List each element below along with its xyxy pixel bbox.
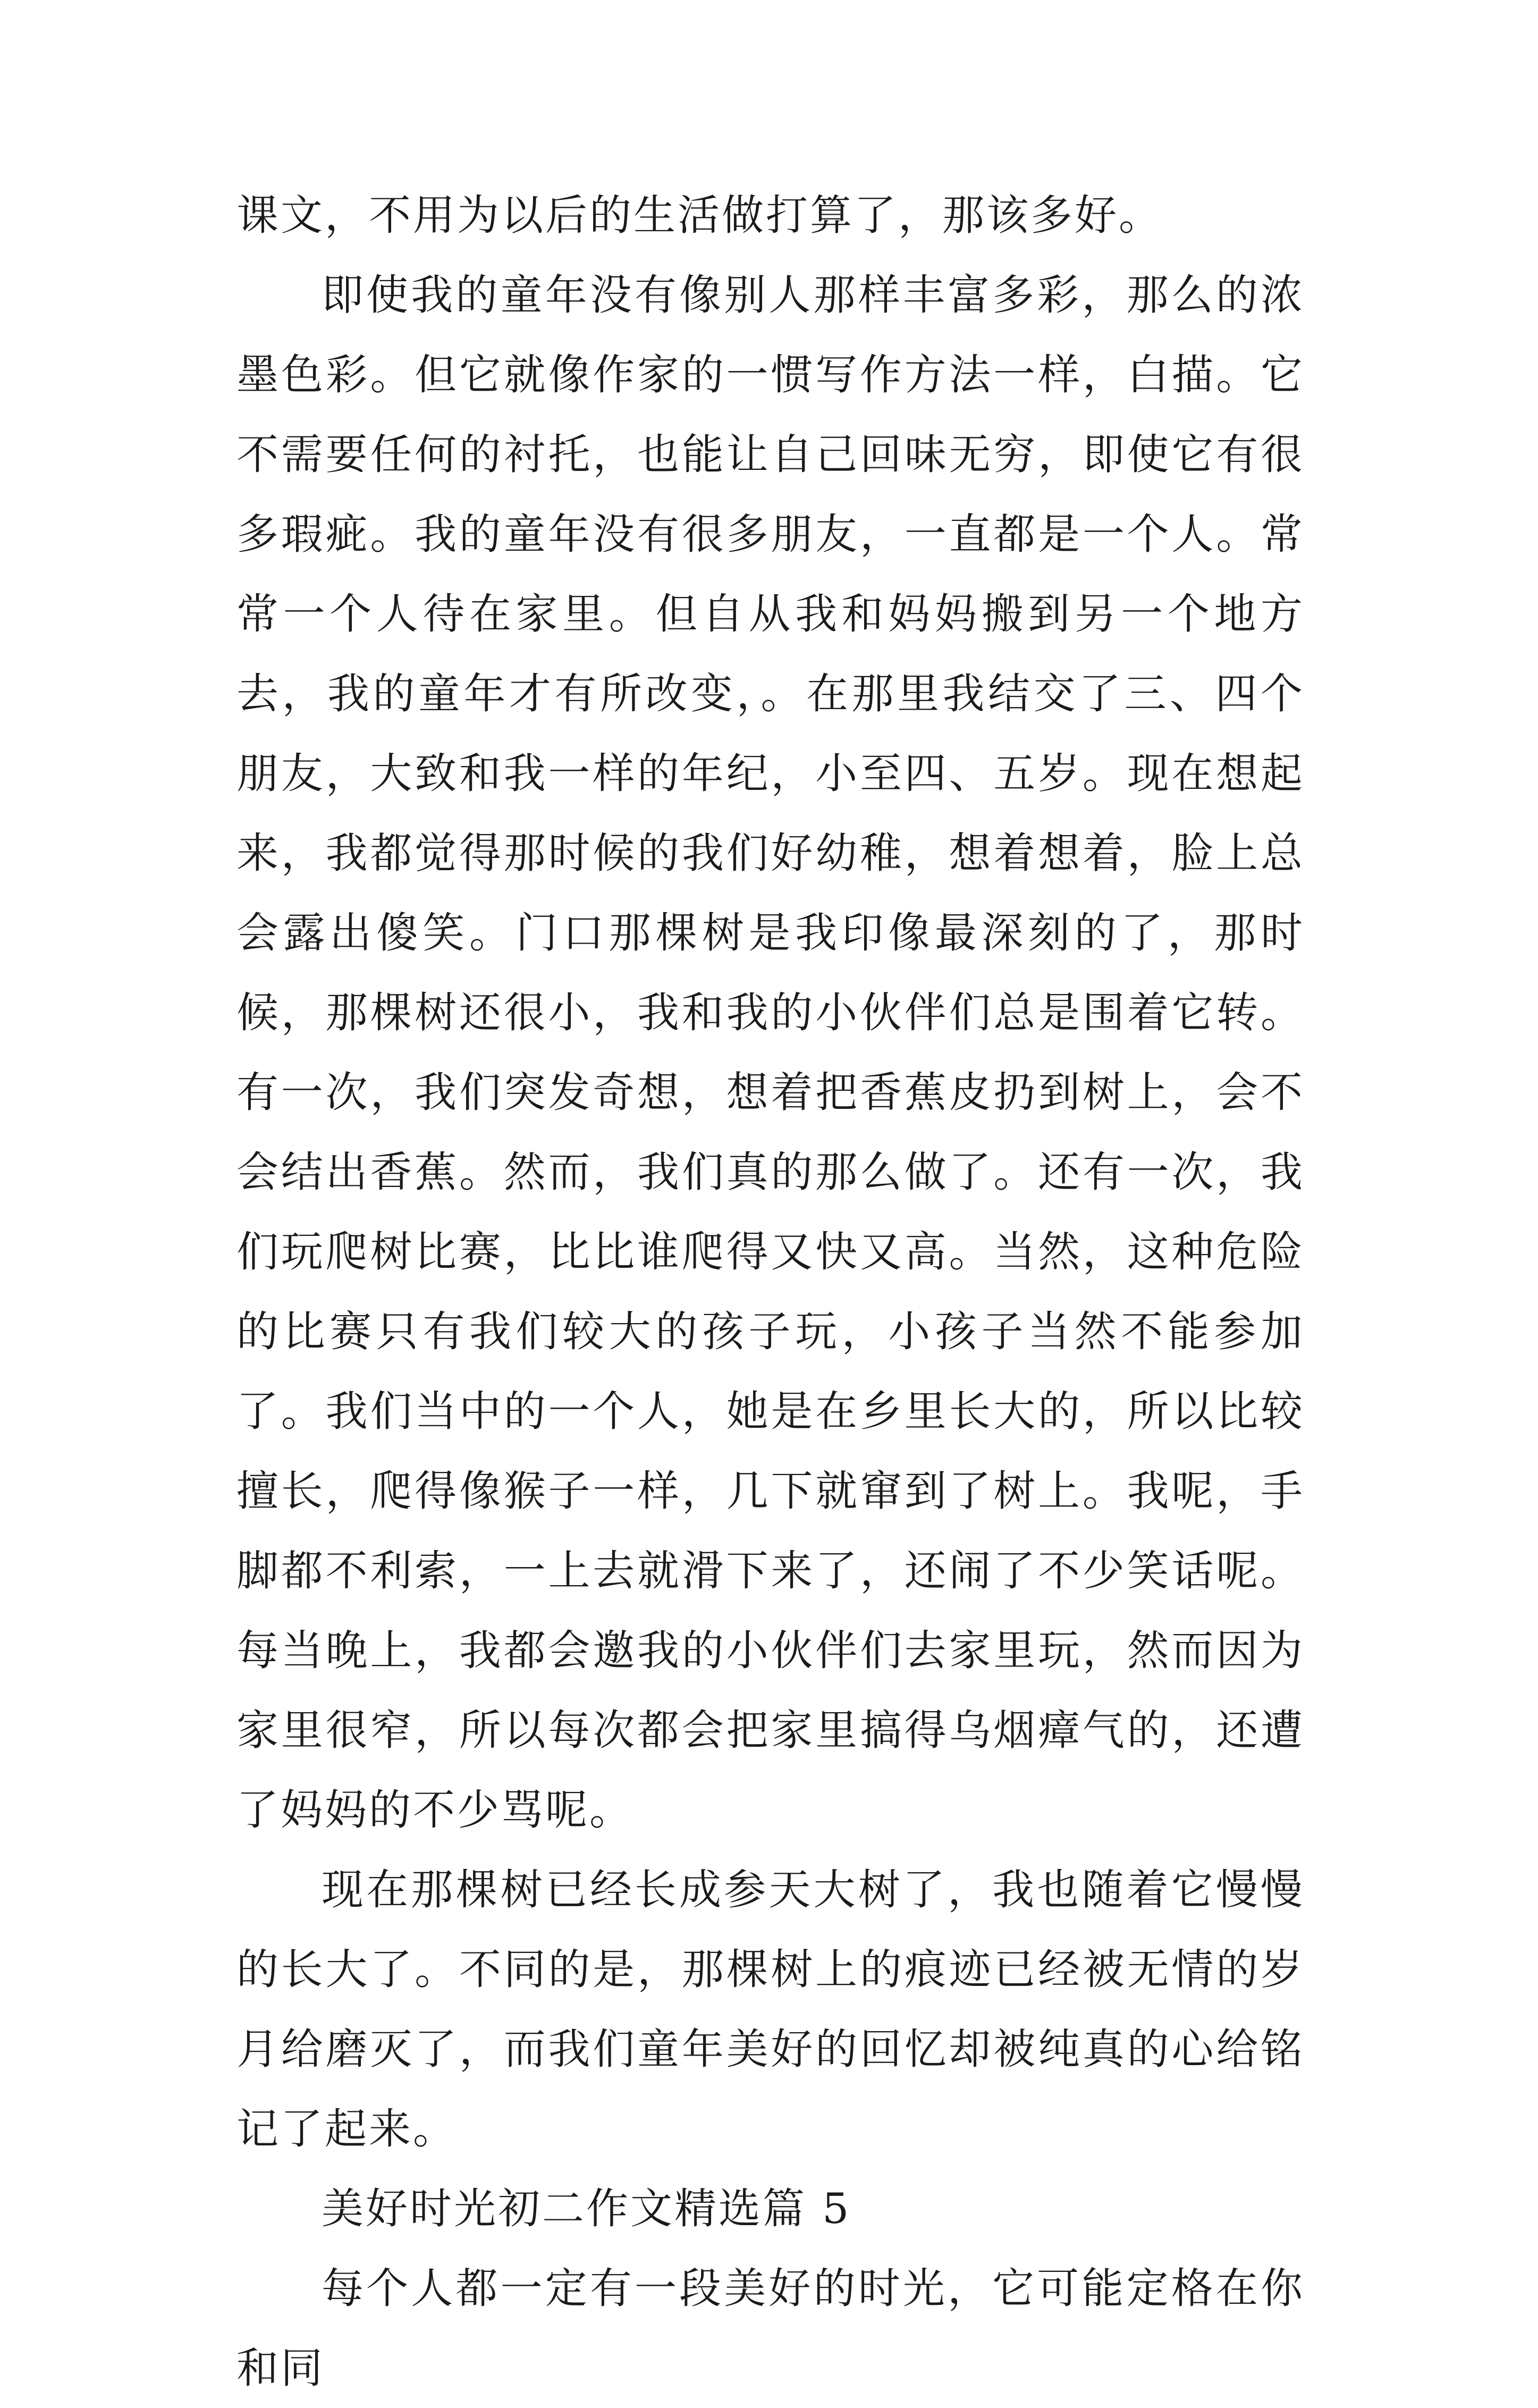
paragraph-next-essay: 每个人都一定有一段美好的时光，它可能定格在你和同 bbox=[236, 2264, 1305, 2393]
section-heading: 美好时光初二作文精选篇 5 bbox=[322, 2184, 851, 2233]
paragraph-tree: 现在那棵树已经长成参天大树了，我也随着它慢慢的长大了。不同的是，那棵树上的痕迹已经被无情的岁月给磨灭了，而我们童年美好的回忆却被纯真的心给铭记了起来。 bbox=[236, 1865, 1305, 2153]
article-body bbox=[236, 175, 1305, 2408]
paragraph-childhood: 即使我的童年没有像别人那样丰富多彩，那么的浓墨色彩。但它就像作家的一惯写作方法一样，白描。它不需要任何的衬托，也能让自己回味无穷，即使它有很多瑕疵。我的童年没有很多朋友，一直都是一个人。常常一个人待在家里。但自从我和妈妈搬到另一个地方去，我的童年才有所改变，。在那里我结交了三、四个朋友，大致和我一样的年纪，小至四、五岁。现在想起来，我都觉得那时候的我们好幼稚，想着想着，脸上总会露出傻笑。门口那棵树是我印像最深刻的了，那时候，那棵树还很小，我和我的小伙伴们总是围着它转。有一次，我们突发奇想，想着把香蕉皮扔到树上，会不会结出香蕉。然而，我们真的那么做了。还有一次，我们玩爬树比赛，比比谁爬得又快又高。当然，这种危险的比赛只有我们较大的孩子玩，小孩子当然不能参加了。我们当中的一个人，她是在乡里长大的，所以比较擅长，爬得像猴子一样，几下就窜到了树上。我呢，手脚都不利索，一上去就滑下来了，还闹了不少笑话呢。每当晚上，我都会邀我的小伙伴们去家里玩，然而因为家里很窄，所以每次都会把家里搞得乌烟瘴气的，还遭了妈妈的不少骂呢。 bbox=[236, 271, 1305, 1834]
paragraph-continuation: 课文，不用为以后的生活做打算了，那该多好。 bbox=[236, 191, 1163, 240]
